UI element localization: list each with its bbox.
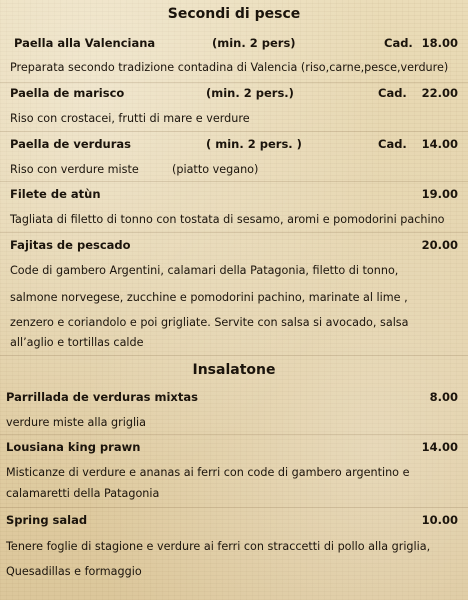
dish-name: Parrillada de verduras mixtas (6, 390, 198, 404)
dish-cad-label: Cad. (378, 137, 407, 151)
dish-name: Lousiana king prawn (6, 440, 141, 454)
dish-name: Paella de marisco (10, 86, 125, 100)
dish-description: Tenere foglie di stagione e verdure ai ferri con straccetti di pollo alla griglia, (6, 540, 431, 553)
dish-price: 19.00 (421, 187, 458, 201)
dish-name: Fajitas de pescado (10, 238, 131, 252)
section-title-secondi: Secondi di pesce (167, 6, 301, 22)
row-divider (0, 131, 468, 132)
dish-description: Riso con crostacei, frutti di mare e verdure (10, 112, 250, 125)
dish-description: Preparata secondo tradizione contadina di Valencia (riso,carne,pesce,verdure) (10, 61, 449, 74)
dish-description-note: (piatto vegano) (172, 163, 259, 176)
dish-description: Code di gambero Argentini, calamari della Patagonia, filetto di tonno, (10, 264, 399, 277)
row-divider (0, 232, 468, 233)
row-divider (0, 507, 468, 508)
row-divider (0, 181, 468, 182)
dish-description: Misticanze di verdure e ananas ai ferri con code di gambero argentino e (6, 466, 410, 479)
dish-description: salmone norvegese, zucchine e pomodorini pachino, marinate al lime , (10, 291, 408, 304)
row-divider (0, 434, 468, 435)
dish-name: Paella de verduras (10, 137, 132, 151)
dish-description: calamaretti della Patagonia (6, 487, 160, 500)
row-divider (0, 355, 468, 356)
dish-description: zenzero e coriandolo e poi grigliate. Servite con salsa si avocado, salsa (10, 316, 409, 329)
dish-price: 20.00 (421, 238, 458, 252)
row-divider (0, 82, 468, 83)
dish-note: ( min. 2 pers. ) (206, 137, 302, 151)
dish-price: 22.00 (421, 86, 458, 100)
section-title-insalatone: Insalatone (192, 362, 276, 378)
dish-name: Paella alla Valenciana (14, 36, 156, 50)
dish-description: verdure miste alla griglia (6, 416, 147, 429)
dish-name: Spring salad (6, 513, 88, 527)
dish-description: Riso con verdure miste (10, 163, 139, 176)
dish-price: 14.00 (421, 440, 458, 454)
dish-price: 10.00 (421, 513, 458, 527)
dish-description: all’aglio e tortillas calde (10, 336, 144, 349)
dish-description: Quesadillas e formaggio (6, 565, 142, 578)
dish-description: Tagliata di filetto di tonno con tostata di sesamo, aromi e pomodorini pachino (10, 213, 445, 226)
dish-note: (min. 2 pers.) (206, 86, 294, 100)
dish-note: (min. 2 pers) (212, 36, 296, 50)
dish-name: Filete de atùn (10, 187, 101, 201)
dish-price: 14.00 (421, 137, 458, 151)
dish-cad-label: Cad. (384, 36, 413, 50)
dish-price: 18.00 (421, 36, 458, 50)
dish-cad-label: Cad. (378, 86, 407, 100)
dish-price: 8.00 (429, 390, 458, 404)
